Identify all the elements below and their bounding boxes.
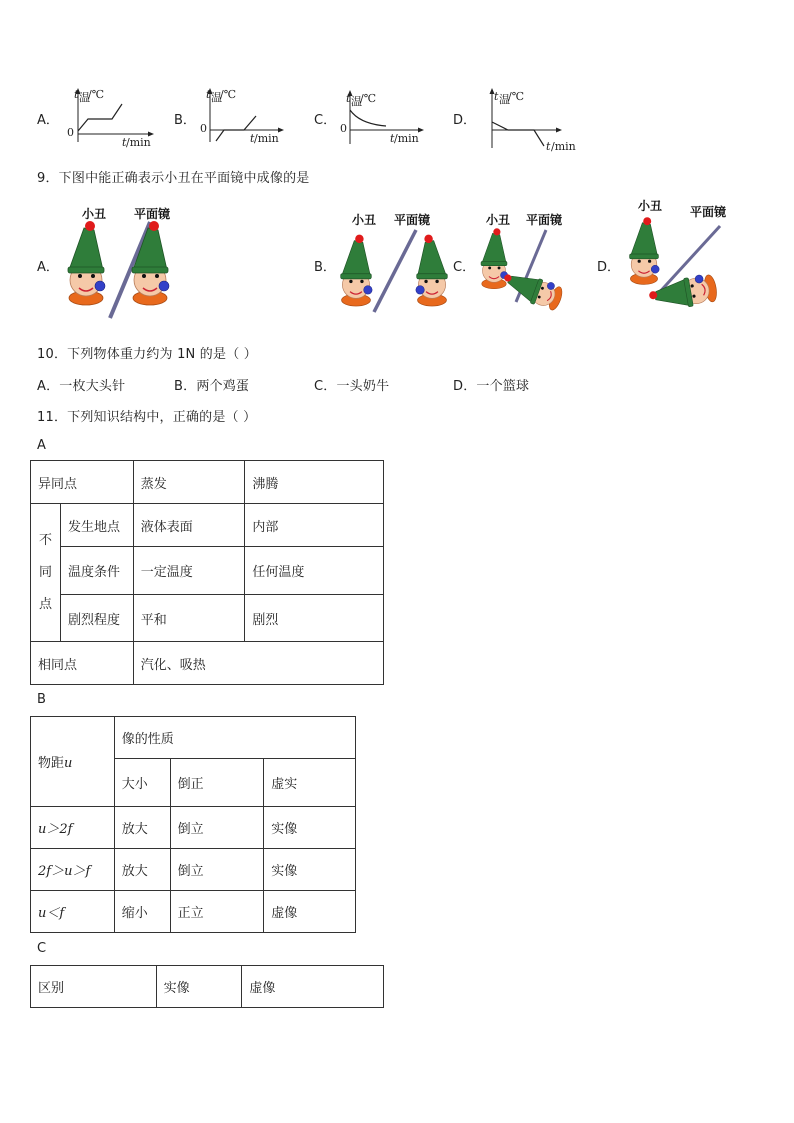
q9-question-text: 9．下图中能正确表示小丑在平面镜中成像的是 (37, 171, 310, 186)
q9-figure-d-svg (624, 196, 744, 316)
q9-d-mirror-title: 平面镜 (690, 205, 727, 219)
q9-figure-a[interactable] (60, 200, 200, 324)
q11-a-same-label: 相同点 (31, 642, 134, 685)
q8-c-x-unit: /min (394, 132, 419, 145)
q9-figure-c[interactable] (476, 210, 586, 324)
q9-b-clown-title: 小丑 (352, 213, 377, 227)
table-cell: 缩小 (114, 891, 170, 933)
table-cell: 实像 (264, 849, 356, 891)
q11-option-a-label[interactable]: A (37, 438, 47, 453)
q11-c-header-0: 区别 (31, 966, 157, 1008)
q8-b-x-axis: t (250, 132, 255, 145)
q9-b-mirror-line (374, 230, 416, 312)
table-cell: 虚像 (264, 891, 356, 933)
q8-option-b-label[interactable]: B． (174, 113, 196, 128)
q11-b-cond: u＜f (31, 891, 115, 933)
table-cell: 剧烈程度 (60, 595, 133, 642)
q11-a-group-char-1: 同 (38, 564, 52, 580)
q9-c-mirror-title: 平面镜 (526, 213, 563, 227)
q9-a-clown-title: 小丑 (82, 207, 107, 221)
q11-a-group-char-2: 点 (38, 596, 52, 612)
q9-d-clown-title: 小丑 (638, 199, 663, 213)
table-row (31, 642, 384, 685)
q8-b-origin: 0 (200, 122, 207, 135)
q9-c-image-icon (499, 267, 565, 313)
table-row (31, 504, 384, 547)
q8-b-y-unit: /℃ (220, 88, 237, 101)
q11-a-header-0: 异同点 (31, 461, 134, 504)
q8-c-y-axis: t (346, 92, 351, 105)
q11-option-b-label[interactable]: B (37, 692, 47, 707)
q8-graph-d[interactable] (478, 86, 578, 156)
table-row (31, 547, 384, 595)
q11-question-text: 11．下列知识结构中，正确的是（ ） (37, 410, 257, 425)
q10-option-c[interactable]: C．一头奶牛 (314, 379, 390, 394)
q8-graph-b[interactable] (196, 86, 286, 154)
q9-option-a-label[interactable]: A． (37, 260, 59, 275)
q8-d-y-axis: t (494, 90, 499, 103)
q11-c-header-1: 实像 (156, 966, 242, 1008)
q9-option-b-label[interactable]: B． (314, 260, 336, 275)
table-cell: 剧烈 (245, 595, 384, 642)
table-cell: 任何温度 (245, 547, 384, 595)
q9-c-clown-title: 小丑 (486, 213, 511, 227)
q11-a-same-value: 汽化、吸热 (133, 642, 383, 685)
q11-a-header-2: 沸腾 (245, 461, 384, 504)
q11-b-subheader-1: 倒正 (170, 759, 264, 807)
q11-b-subheader-2: 虚实 (264, 759, 356, 807)
q10-option-d[interactable]: D．一个篮球 (453, 379, 530, 394)
q9-figure-b-svg (336, 210, 456, 320)
table-cell: 放大 (114, 807, 170, 849)
q9-figure-b[interactable] (336, 210, 456, 324)
q11-a-header-1: 蒸发 (133, 461, 245, 504)
q9-c-clown-icon (481, 228, 508, 288)
table-cell: 实像 (264, 807, 356, 849)
q8-graph-a-svg (64, 86, 154, 150)
table-row (31, 595, 384, 642)
q8-d-y-unit: /℃ (508, 90, 525, 103)
q11-b-corner (31, 717, 115, 807)
q8-b-x-unit: /min (254, 132, 279, 145)
table-row (31, 807, 356, 849)
q8-a-x-axis: t (122, 136, 127, 149)
q9-b-clown-icon (341, 235, 372, 306)
q8-graph-b-svg (196, 86, 286, 150)
q11-table-a (30, 460, 384, 685)
q8-b-y-sub: 温 (211, 91, 222, 104)
q8-c-y-sub: 温 (351, 95, 362, 108)
table-cell: 内部 (245, 504, 384, 547)
q8-b-y-axis: t (206, 88, 211, 101)
q8-d-x-unit: /min (551, 140, 576, 153)
q8-d-y-sub: 温 (499, 93, 510, 106)
q9-figure-a-svg (60, 200, 200, 320)
q9-b-mirror-title: 平面镜 (394, 213, 431, 227)
q11-c-header-2: 虚像 (242, 966, 384, 1008)
q8-graph-a[interactable] (64, 86, 154, 154)
q9-a-image-icon (132, 221, 169, 305)
table-row (31, 966, 384, 1008)
q11-b-corner-var: u (64, 756, 73, 771)
table-cell: 倒立 (170, 849, 264, 891)
q8-c-origin: 0 (340, 122, 347, 135)
q9-option-c-label[interactable]: C． (453, 260, 476, 275)
q8-a-origin: 0 (67, 126, 74, 139)
q8-option-a-label[interactable]: A． (37, 113, 59, 128)
q8-graph-c-svg (336, 88, 426, 152)
q8-c-y-unit: /℃ (360, 92, 377, 105)
table-cell: 放大 (114, 849, 170, 891)
q8-option-d-label[interactable]: D． (453, 113, 477, 128)
q11-b-group-header: 像的性质 (114, 717, 355, 759)
q8-a-x-unit: /min (126, 136, 151, 149)
q11-b-subheader-0: 大小 (114, 759, 170, 807)
table-cell: 正立 (170, 891, 264, 933)
q8-option-c-label[interactable]: C． (314, 113, 337, 128)
q9-option-d-label[interactable]: D． (597, 260, 621, 275)
table-row (31, 849, 356, 891)
q10-question-text: 10．下列物体重力约为 1N 的是（ ） (37, 347, 257, 362)
table-cell: 平和 (133, 595, 245, 642)
q9-d-clown-icon (630, 217, 660, 284)
q8-d-x-axis: t (546, 140, 551, 153)
q9-a-clown-icon (68, 221, 105, 305)
q11-b-cond: u＞2f (31, 807, 115, 849)
q8-c-x-axis: t (390, 132, 395, 145)
q11-b-cond: 2f＞u＞f (31, 849, 115, 891)
q11-b-corner-label: 物距 (38, 756, 65, 771)
q8-a-y-axis: t (74, 88, 79, 101)
q8-a-y-sub: 温 (79, 91, 90, 104)
q9-figure-c-svg (476, 210, 586, 320)
q11-a-group-label (31, 504, 61, 642)
q11-table-b (30, 716, 356, 933)
table-cell: 倒立 (170, 807, 264, 849)
q11-option-c-label[interactable]: C (37, 941, 47, 956)
q8-graph-c[interactable] (336, 88, 426, 156)
q9-figure-d[interactable] (624, 196, 744, 320)
q8-a-y-unit: /℃ (88, 88, 105, 101)
table-cell: 一定温度 (133, 547, 245, 595)
q11-table-c (30, 965, 384, 1008)
table-cell: 液体表面 (133, 504, 245, 547)
q10-option-b[interactable]: B．两个鸡蛋 (174, 379, 250, 394)
table-row (31, 461, 384, 504)
table-cell: 温度条件 (60, 547, 133, 595)
q8-graph-d-svg (478, 86, 578, 152)
table-row (31, 891, 356, 933)
table-cell: 发生地点 (60, 504, 133, 547)
q11-a-group-char-0: 不 (38, 532, 52, 548)
q10-option-a[interactable]: A．一枚大头针 (37, 379, 126, 394)
table-row (31, 717, 356, 759)
q9-b-image-icon (416, 235, 447, 306)
q9-a-mirror-title: 平面镜 (134, 207, 171, 221)
